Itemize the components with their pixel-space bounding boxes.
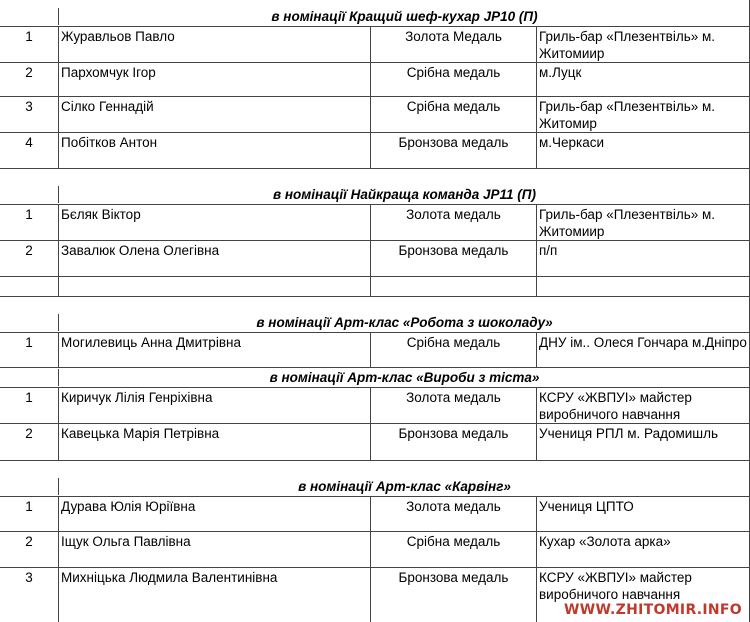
empty-name-cell <box>58 277 370 296</box>
table-row <box>0 497 750 532</box>
table-row <box>0 388 750 424</box>
row-number: 1 <box>25 390 33 405</box>
table-row <box>0 133 750 169</box>
medal-cell: Бронзова медаль <box>370 241 536 276</box>
table-row <box>0 424 750 461</box>
organization-cell: КСРУ «ЖВПУІ» майстер виробничого навчання <box>536 388 750 423</box>
organization-cell: м.Черкаси <box>536 133 750 168</box>
medal-cell: Золота медаль <box>370 497 536 531</box>
medal-cell: Золота Медаль <box>370 27 536 62</box>
organization-cell: Учениця ЦПТО <box>536 497 750 531</box>
participant-name: Пархомчук Ігор <box>58 63 370 96</box>
organization-cell: Учениця РПЛ м. Радомишль <box>536 424 750 460</box>
table-row <box>0 97 750 133</box>
medal-cell: Золота медаль <box>370 205 536 240</box>
participant-name: Киричук Лілія Генріхівна <box>58 388 370 423</box>
row-number: 2 <box>25 534 33 549</box>
organization-cell: Гриль-бар «Плезентвіль» м. Житомиир <box>536 27 750 62</box>
section-title: в номінації Арт-клас «Робота з шоколаду» <box>58 314 750 331</box>
participant-name: Могилевиць Анна Дмитрівна <box>58 333 370 367</box>
medal-cell: Золота медаль <box>370 388 536 423</box>
row-number: 3 <box>25 570 33 585</box>
row-number: 2 <box>25 243 33 258</box>
organization-cell: м.Луцк <box>536 63 750 96</box>
table-row-empty <box>0 277 750 297</box>
section-header <box>0 297 750 333</box>
participant-name: Сілко Геннадій <box>58 97 370 132</box>
table-row <box>0 27 750 63</box>
table-row <box>0 63 750 97</box>
participant-name: Завалюк Олена Олегівна <box>58 241 370 276</box>
section-title: в номінації Кращий шеф-кухар JP10 (П) <box>58 8 750 25</box>
section-title: в номінації Арт-клас «Карвінг» <box>58 478 750 495</box>
row-number: 1 <box>25 335 33 350</box>
participant-name: Кавецька Марія Петрівна <box>58 424 370 460</box>
section-header <box>0 169 750 205</box>
site-watermark: WWW.ZHITOMIR.INFO <box>563 602 742 618</box>
row-number: 2 <box>25 426 33 441</box>
section-header <box>0 461 750 497</box>
medal-cell: Бронзова медаль <box>370 424 536 460</box>
section-header <box>0 368 750 388</box>
medal-cell: Срібна медаль <box>370 97 536 132</box>
table-row <box>0 205 750 241</box>
row-number: 4 <box>25 135 33 150</box>
organization-cell: КСРУ «ЖВПУІ» майстер виробничого навчання <box>536 568 750 622</box>
participant-name: Дурава Юлія Юріївна <box>58 497 370 531</box>
organization-cell: ДНУ ім.. Олеся Гончара м.Дніпро <box>536 333 750 367</box>
table-row <box>0 333 750 368</box>
organization-cell: Гриль-бар «Плезентвіль» м. Житомиир <box>536 205 750 240</box>
row-number: 1 <box>25 207 33 222</box>
row-number: 2 <box>25 65 33 80</box>
organization-cell: Кухар «Золота арка» <box>536 532 750 567</box>
organization-cell: Гриль-бар «Плезентвіль» м. Житомир <box>536 97 750 132</box>
section-title: в номінації Арт-клас «Вироби з тіста» <box>58 369 750 386</box>
participant-name: Михніцька Людмила Валентинівна <box>58 568 370 622</box>
row-number: 1 <box>25 29 33 44</box>
row-number: 3 <box>25 99 33 114</box>
medal-cell: Срібна медаль <box>370 532 536 567</box>
section-header <box>0 0 750 27</box>
empty-organization-cell <box>536 277 750 296</box>
table-row <box>0 532 750 568</box>
organization-cell: п/п <box>536 241 750 276</box>
medal-cell: Срібна медаль <box>370 63 536 96</box>
medal-cell: Бронзова медаль <box>370 568 536 622</box>
medal-cell: Бронзова медаль <box>370 133 536 168</box>
empty-medal-cell <box>370 277 536 296</box>
row-number: 1 <box>25 499 33 514</box>
participant-name: Бєляк Віктор <box>58 205 370 240</box>
section-title: в номінації Найкраща команда JP11 (П) <box>58 186 750 203</box>
table-row <box>0 241 750 277</box>
participant-name: Іщук Ольга Павлівна <box>58 532 370 567</box>
participant-name: Журавльов Павло <box>58 27 370 62</box>
medal-cell: Срібна медаль <box>370 333 536 367</box>
participant-name: Побітков Антон <box>58 133 370 168</box>
